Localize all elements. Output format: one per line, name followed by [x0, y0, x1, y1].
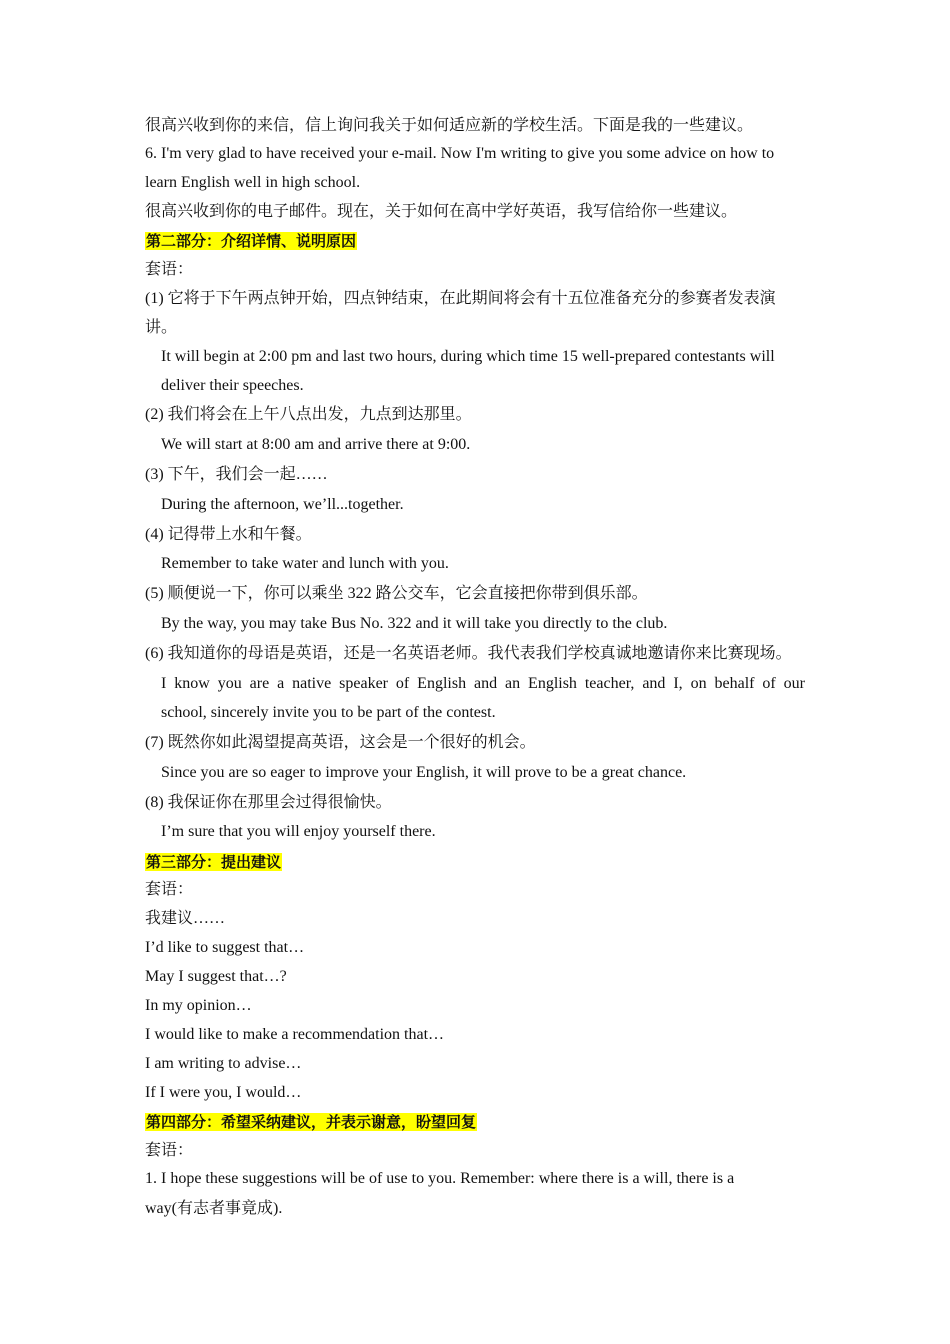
text-line: May I suggest that…? [145, 968, 287, 985]
text-line: 套语： [145, 881, 194, 898]
text-line: Remember to take water and lunch with you. [161, 555, 449, 572]
text-line: I’m sure that you will enjoy yourself there. [161, 823, 436, 840]
text-line: 很高兴收到你的来信，信上询问我关于如何适应新的学校生活。下面是我的一些建议。 [145, 117, 754, 134]
text-line: school, sincerely invite you to be part of the contest. [161, 704, 496, 721]
text-line: (8) 我保证你在那里会过得很愉快。 [145, 794, 392, 811]
text-line: If I were you, I would… [145, 1084, 302, 1101]
text-line: (5) 顺便说一下，你可以乘坐 322 路公交车，它会直接把你带到俱乐部。 [145, 585, 648, 602]
highlighted-heading: 第三部分：提出建议 [146, 853, 282, 871]
text-line: (3) 下午，我们会一起…… [145, 466, 328, 483]
text-line: deliver their speeches. [161, 377, 304, 394]
section-heading-3 [145, 852, 282, 873]
text-line: (4) 记得带上水和午餐。 [145, 526, 312, 543]
text-line: 1. I hope these suggestions will be of use to you. Remember: where there is a will, there is a [145, 1170, 735, 1187]
text-line: I’d like to suggest that… [145, 939, 305, 956]
text-line: 套语： [145, 1142, 194, 1159]
text-line: (6) 我知道你的母语是英语，还是一名英语老师。我代表我们学校真诚地邀请你来比赛现场。 [145, 645, 792, 662]
text-line: 6. I'm very glad to have received your e-mail. Now I'm writing to give you some advice on how to [145, 145, 775, 162]
text-line: Since you are so eager to improve your English, it will prove to be a great chance. [161, 764, 687, 781]
text-line: 我建议…… [145, 910, 226, 927]
text-line: I would like to make a recommendation that… [145, 1026, 445, 1043]
section-heading-2 [145, 231, 357, 252]
text-line: (1) 它将于下午两点钟开始，四点钟结束，在此期间将会有十五位准备充分的参赛者发表演 [145, 290, 776, 307]
text-line: learn English well in high school. [145, 174, 361, 191]
text-line: We will start at 8:00 am and arrive there at 9:00. [161, 436, 471, 453]
text-line: (7) 既然你如此渴望提高英语，这会是一个很好的机会。 [145, 734, 536, 751]
text-line: 很高兴收到你的电子邮件。现在，关于如何在高中学好英语，我写信给你一些建议。 [145, 203, 738, 220]
text-line: way(有志者事竟成). [145, 1200, 283, 1217]
highlighted-heading: 第四部分：希望采纳建议，并表示谢意，盼望回复 [146, 1113, 477, 1131]
text-line: 套语： [145, 261, 194, 278]
text-line: 讲。 [145, 319, 178, 336]
text-line: During the afternoon, we’ll...together. [161, 496, 404, 513]
text-line: By the way, you may take Bus No. 322 and it will take you directly to the club. [161, 615, 668, 632]
text-line: (2) 我们将会在上午八点出发，九点到达那里。 [145, 406, 472, 423]
text-line: It will begin at 2:00 pm and last two hours, during which time 15 well-prepared contestants will [161, 348, 775, 365]
text-line: I am writing to advise… [145, 1055, 302, 1072]
text-line: In my opinion… [145, 997, 252, 1014]
text-line: I know you are a native speaker of English and an English teacher, and I, on behalf of our [161, 675, 805, 692]
highlighted-heading: 第二部分：介绍详情、说明原因 [146, 232, 357, 250]
section-heading-4 [145, 1112, 477, 1133]
